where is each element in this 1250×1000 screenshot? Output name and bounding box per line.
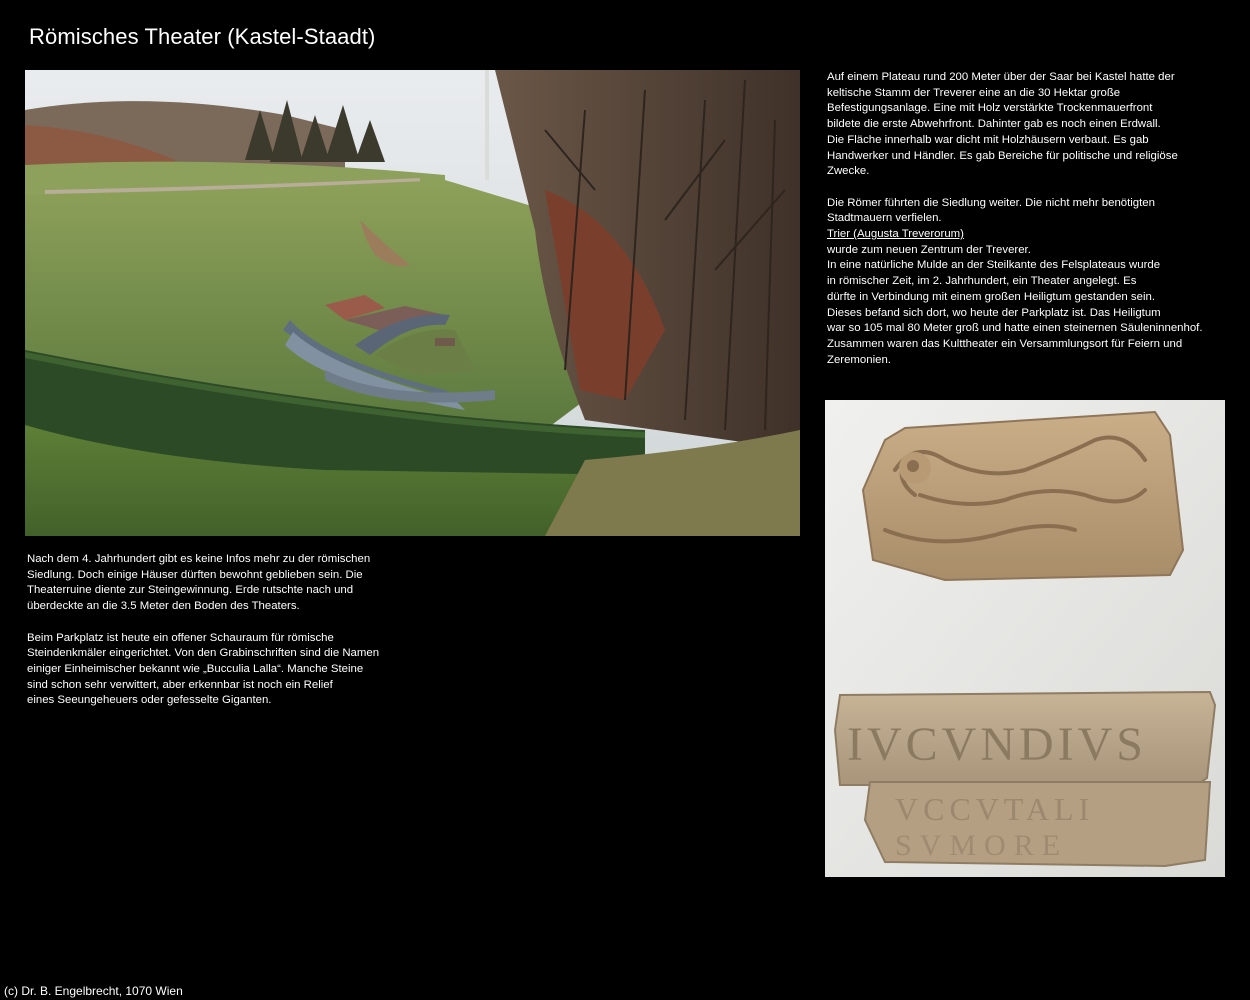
text-line: keltische Stamm der Treverer eine an die 30 Hektar große — [827, 86, 1121, 99]
history-text-right — [827, 70, 1232, 368]
stone-relief-photo[interactable] — [825, 400, 1225, 877]
copyright-footer: (c) Dr. B. Engelbrecht, 1070 Wien — [4, 984, 183, 998]
text-line: Theaterruine diente zur Steingewinnung. Erde rutschte nach und — [27, 584, 354, 597]
text-line: Zeremonien. — [827, 353, 891, 366]
trier-link[interactable]: Trier (Augusta Treverorum) — [827, 228, 964, 241]
text-line: Handwerker und Händler. Es gab Bereiche für politische und religiöse — [827, 149, 1178, 162]
text-line: sind schon sehr verwittert, aber erkennbar ist noch ein Relief — [27, 678, 333, 691]
text-line: Die Fläche innerhalb war dicht mit Holzhäusern verbaut. Es gab — [827, 133, 1149, 146]
text-line: In eine natürliche Mulde an der Steilkante des Felsplateaus wurde — [827, 259, 1161, 272]
text-line: war so 105 mal 80 Meter groß und hatte einen steinernen Säuleninnenhof. — [827, 322, 1203, 335]
text-line: bildete die erste Abwehrfront. Dahinter gab es noch einen Erdwall. — [827, 118, 1161, 131]
theater-landscape-illustration — [25, 70, 800, 536]
inscription-line-2: VCCVTALI — [895, 791, 1095, 827]
text-line: überdeckte an die 3.5 Meter den Boden des Theaters. — [27, 600, 300, 613]
text-line: Zusammen waren das Kulttheater ein Versammlungsort für Feiern und — [827, 337, 1183, 350]
inscription-line-1: IVCVNDIVS — [847, 718, 1147, 771]
paragraph-roman-theater — [827, 196, 1232, 369]
text-line: Zwecke. — [827, 165, 870, 178]
text-line: Die Römer führten die Siedlung weiter. Die nicht mehr benötigten — [827, 196, 1155, 209]
text-line: einiger Einheimischer bekannt wie „Bucculia Lalla“. Manche Steine — [27, 662, 364, 675]
page-title: Römisches Theater (Kastel-Staadt) — [29, 24, 376, 49]
text-line: Nach dem 4. Jahrhundert gibt es keine Infos mehr zu der römischen — [27, 553, 371, 565]
text-line: wurde zum neuen Zentrum der Treverer. — [827, 243, 1031, 256]
text-line: Befestigungsanlage. Eine mit Holz verstärkte Trockenmauerfront — [827, 102, 1153, 115]
paragraph-stone-monuments — [27, 631, 412, 710]
text-line: dürfte in Verbindung mit einem großen Heiligtum gestanden sein. — [827, 290, 1155, 303]
text-line: Beim Parkplatz ist heute ein offener Schauraum für römische — [27, 631, 334, 644]
text-line: in römischer Zeit, im 2. Jahrhundert, ein Theater angelegt. Es — [827, 275, 1137, 288]
text-line: Auf einem Plateau rund 200 Meter über der Saar bei Kastel hatte der — [827, 71, 1175, 83]
text-line: Steindenkmäler eingerichtet. Von den Grabinschriften sind die Namen — [27, 647, 380, 660]
text-line: eines Seeungeheuers oder gefesselte Giganten. — [27, 694, 272, 707]
text-line: Stadtmauern verfielen. — [827, 212, 942, 225]
relief-and-inscription-illustration — [825, 400, 1225, 877]
text-line: Dieses befand sich dort, wo heute der Parkplatz ist. Das Heiligtum — [827, 306, 1161, 319]
inscription-line-3: SVMORE — [895, 829, 1069, 862]
paragraph-decline — [27, 552, 412, 615]
text-line: Siedlung. Doch einige Häuser dürften bewohnt geblieben sein. Die — [27, 568, 363, 581]
paragraph-celtic-settlement — [827, 70, 1232, 180]
history-text-left — [27, 552, 412, 709]
theater-photo[interactable] — [25, 70, 800, 536]
